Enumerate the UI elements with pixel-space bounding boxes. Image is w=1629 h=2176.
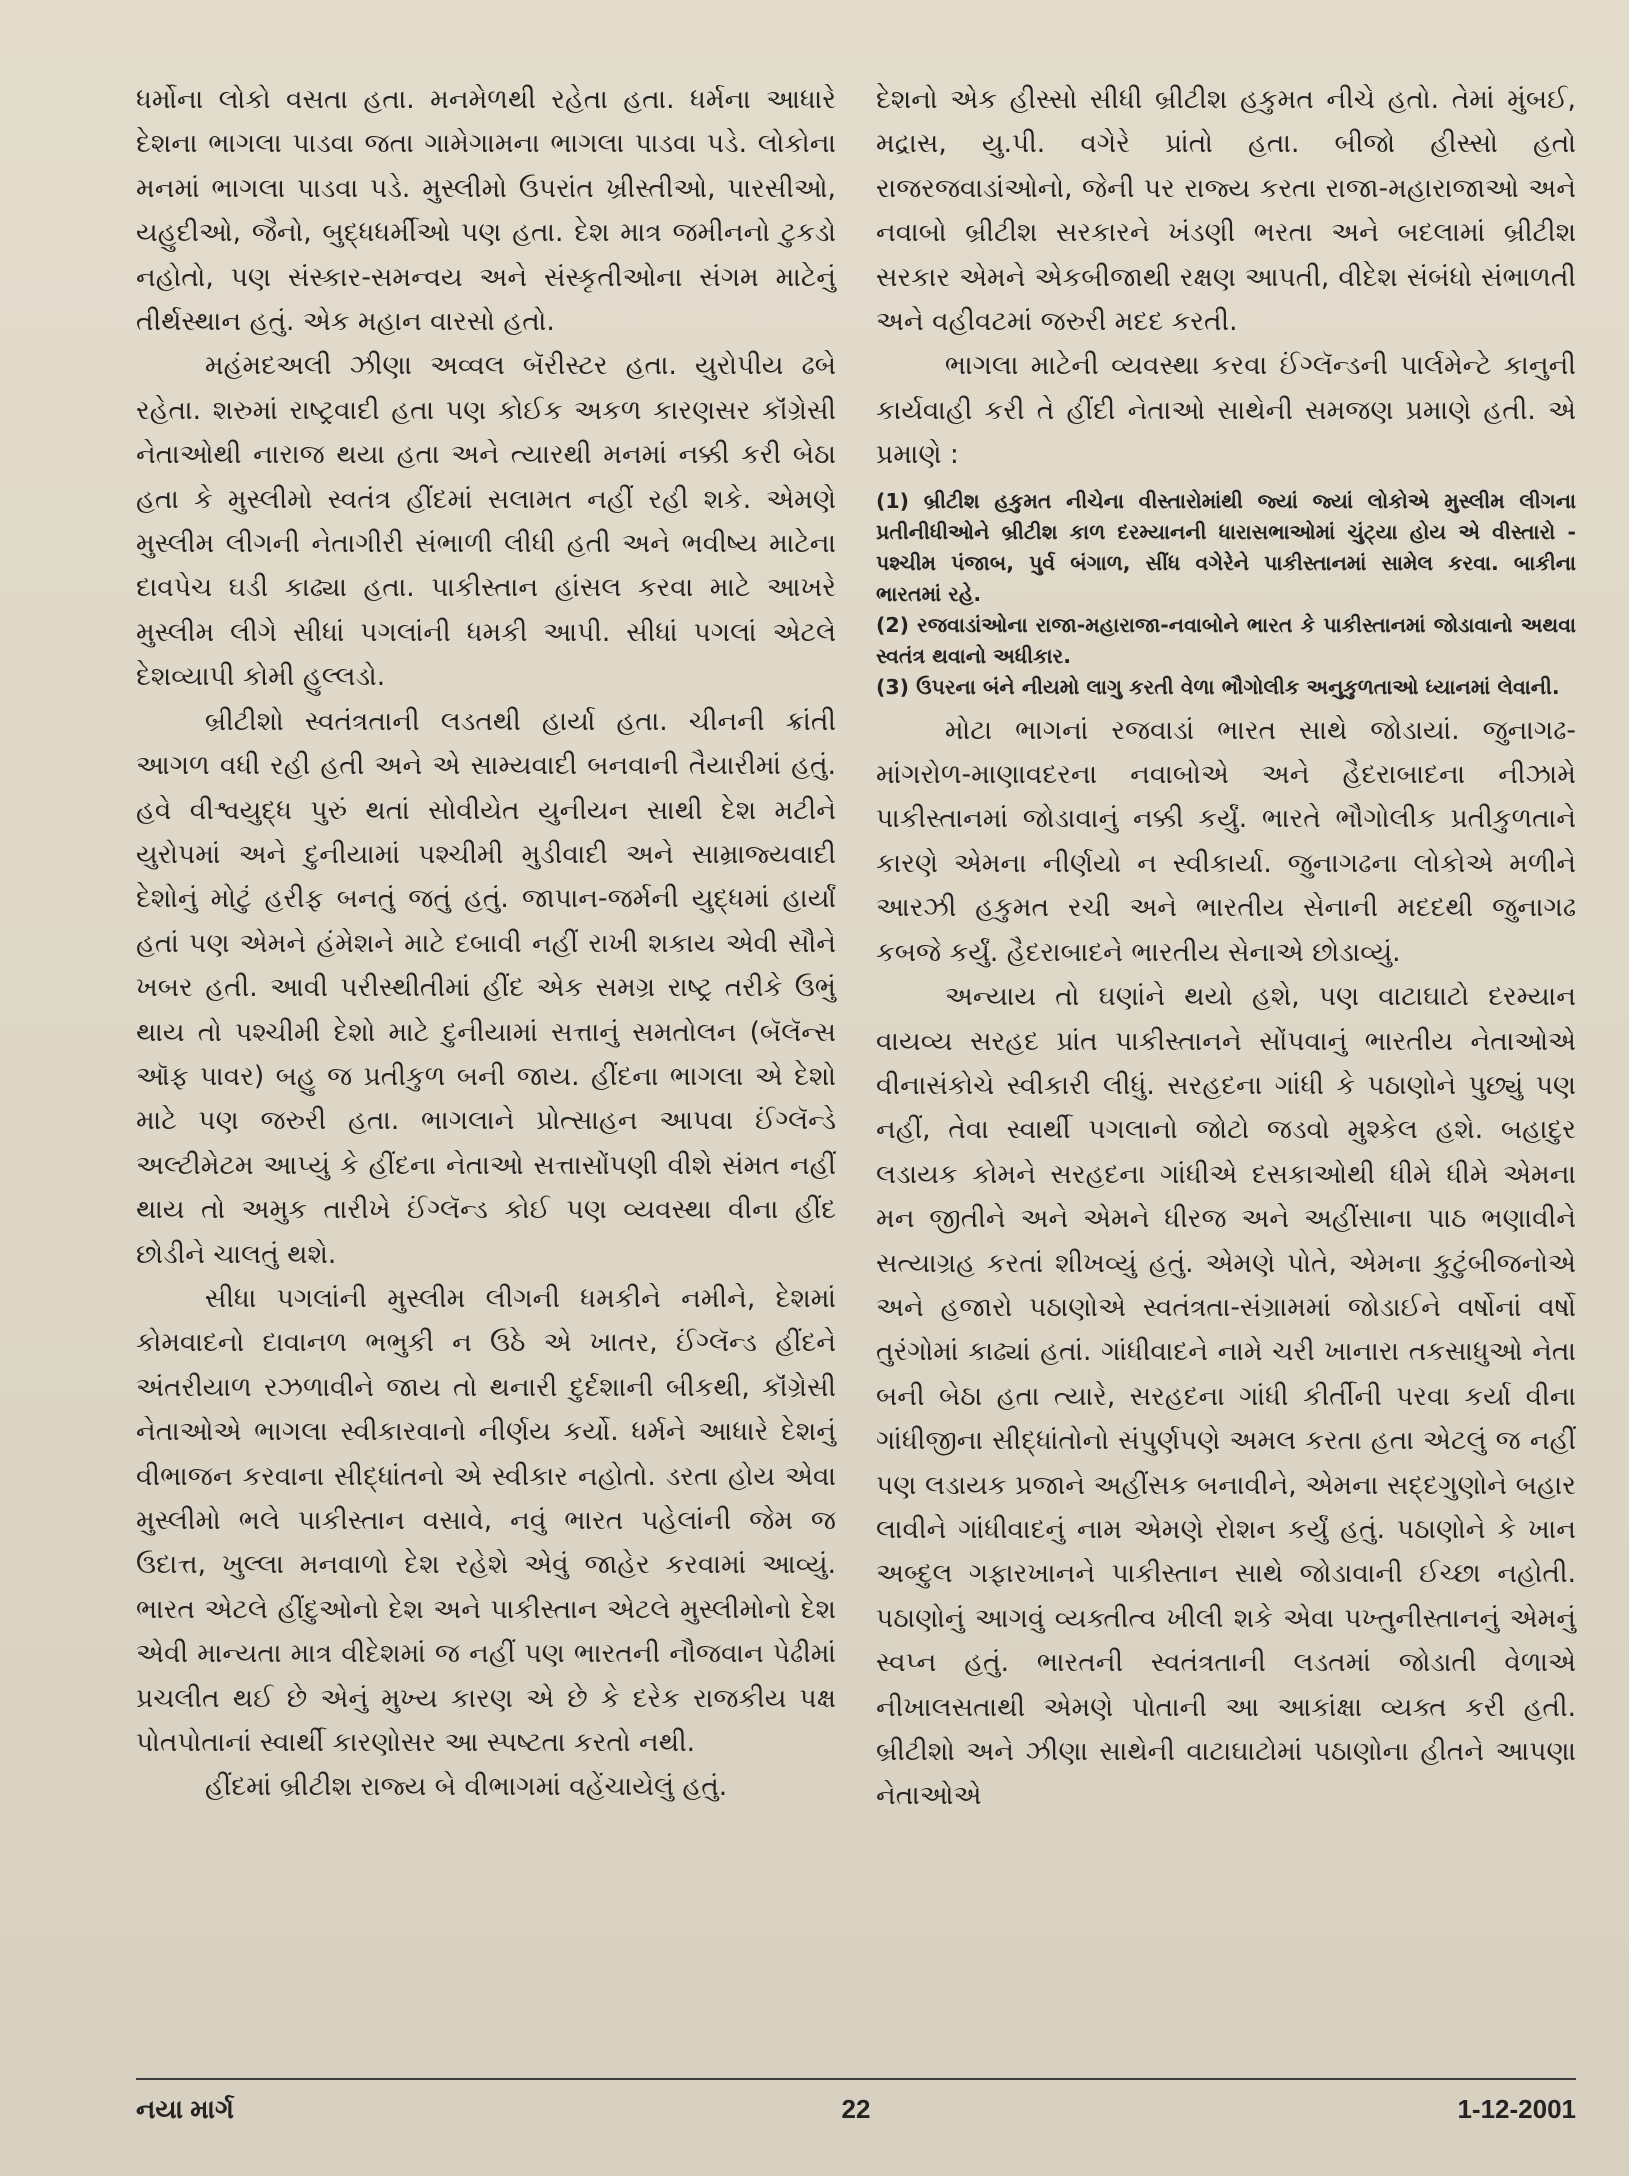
right-paragraph-2: ભાગલા માટેની વ્યવસ્થા કરવા ઈંગ્લૅન્ડની પાર્લમેન્ટે કાનુની કાર્યવાહી કરી તે હીંદી નેતાઓ સાથેની સમજણ પ્રમાણે હતી. એ પ્રમાણે : [876, 350, 1576, 471]
plan-item-3: (3) ઉપરના બંને નીયમો લાગુ કરતી વેળા ભૌગોલીક અનુકુળતાઓ ધ્યાનમાં લેવાની. [876, 674, 1560, 699]
plan-item-1: (1) બ્રીટીશ હકુમત નીચેના વીસ્તારોમાંથી જ્યાં જ્યાં લોકોએ મુસ્લીમ લીગના પ્રતીનીધીઓને બ્રીટીશ કાળ દરમ્યાનની ધારાસભાઓમાં ચુંટ્યા હોય એ વીસ્તારો - પશ્ચીમ પંજાબ, પુર્વ બંગાળ, સીંધ વગેરેને પાકીસ્તાનમાં સામેલ કરવા. બાકીના ભારતમાં રહે. [876, 488, 1576, 606]
right-column [876, 78, 1576, 1819]
issue-date: 1-12-2001 [1457, 2094, 1576, 2124]
left-paragraph-3: બ્રીટીશો સ્વતંત્રતાની લડતથી હાર્યા હતા. ચીનની ક્રાંતી આગળ વધી રહી હતી અને એ સામ્યવાદી બનવાની તૈયારીમાં હતું. હવે વીશ્વયુદ્ધ પુરું થતાં સોવીયેત યુનીયન સાથી દેશ મટીને યુરોપમાં અને દુનીયામાં પશ્ચીમી મુડીવાદી અને સામ્રાજ્યવાદી દેશોનું મોટું હરીફ બનતું જતું હતું. જાપાન-જર્મની યુદ્ધમાં હાર્યાં હતાં પણ એમને હંમેશને માટે દબાવી નહીં રાખી શકાય એવી સૌને ખબર હતી. આવી પરીસ્થીતીમાં હીંદ એક સમગ્ર રાષ્ટ્ર તરીકે ઉભું થાય તો પશ્ચીમી દેશો માટે દુનીયામાં સત્તાનું સમતોલન (બૅલૅન્સ ઑફ પાવર) બહુ જ પ્રતીકુળ બની જાય. હીંદના ભાગલા એ દેશો માટે પણ જરુરી હતા. ભાગલાને પ્રોત્સાહન આપવા ઈંગ્લૅન્ડે અલ્ટીમેટમ આપ્યું કે હીંદના નેતાઓ સત્તાસોંપણી વીશે સંમત નહીં થાય તો અમુક તારીખે ઈંગ્લૅન્ડ કોઈ પણ વ્યવસ્થા વીના હીંદ છોડીને ચાલતું થશે. [136, 705, 836, 1270]
footer-divider [136, 2078, 1576, 2080]
right-paragraph-1: દેશનો એક હીસ્સો સીધી બ્રીટીશ હકુમત નીચે હતો. તેમાં મુંબઈ, મદ્રાસ, યુ.પી. વગેરે પ્રાંતો હતા. બીજો હીસ્સો હતો રાજરજવાડાંઓનો, જેની પર રાજ્ય કરતા રાજા-મહારાજાઓ અને નવાબો બ્રીટીશ સરકારને ખંડણી ભરતા અને બદલામાં બ્રીટીશ સરકાર એમને એકબીજાથી રક્ષણ આપતી, વીદેશ સંબંધો સંભાળતી અને વહીવટમાં જરુરી મદદ કરતી. [876, 84, 1576, 338]
left-paragraph-4: સીધા પગલાંની મુસ્લીમ લીગની ધમકીને નમીને, દેશમાં કોમવાદનો દાવાનળ ભભુકી ન ઉઠે એ ખાતર, ઈંગ્લૅન્ડ હીંદને અંતરીયાળ રઝળાવીને જાય તો થનારી દુર્દશાની બીકથી, કૉંગ્રેસી નેતાઓએ ભાગલા સ્વીકારવાનો નીર્ણય કર્યો. ધર્મને આધારે દેશનું વીભાજન કરવાના સીદ્ધાંતનો એ સ્વીકાર નહોતો. ડરતા હોય એવા મુસ્લીમો ભલે પાકીસ્તાન વસાવે, નવું ભારત પહેલાંની જેમ જ ઉદાત્ત, ખુલ્લા મનવાળો દેશ રહેશે એવું જાહેર કરવામાં આવ્યું. ભારત એટલે હીંદુઓનો દેશ અને પાકીસ્તાન એટલે મુસ્લીમોનો દેશ એવી માન્યતા માત્ર વીદેશમાં જ નહીં પણ ભારતની નૌજવાન પેઢીમાં પ્રચલીત થઈ છે એનું મુખ્ય કારણ એ છે કે દરેક રાજકીય પક્ષ પોતપોતાનાં સ્વાર્થી કારણોસર આ સ્પષ્ટતા કરતો નથી. [136, 1282, 836, 1759]
plan-item-2: (2) રજવાડાંઓના રાજા-મહારાજા-નવાબોને ભારત કે પાકીસ્તાનમાં જોડાવાનો અથવા સ્વતંત્ર થવાનો અધીકાર. [876, 612, 1576, 668]
partition-plan-list [876, 486, 1576, 703]
right-paragraph-4: અન્યાય તો ઘણાંને થયો હશે, પણ વાટાઘાટો દરમ્યાન વાયવ્ય સરહદ પ્રાંત પાકીસ્તાનને સોંપવાનું ભારતીય નેતાઓએ વીનાસંકોચે સ્વીકારી લીધું. સરહદના ગાંધી કે પઠાણોને પુછ્યું પણ નહીં, તેવા સ્વાર્થી પગલાનો જોટો જડવો મુશ્કેલ હશે. બહાદુર લડાયક કોમને સરહદના ગાંધીએ દસકાઓથી ધીમે ધીમે એમના મન જીતીને અને એમને ધીરજ અને અહીંસાના પાઠ ભણાવીને સત્યાગ્રહ કરતાં શીખવ્યું હતું. એમણે પોતે, એમના કુટુંબીજનોએ અને હજારો પઠાણોએ સ્વતંત્રતા-સંગ્રામમાં જોડાઈને વર્ષોનાં વર્ષો તુરંગોમાં કાઢ્યાં હતાં. ગાંધીવાદને નામે ચરી ખાનારા તકસાધુઓ નેતા બની બેઠા હતા ત્યારે, સરહદના ગાંધી કીર્તીની પરવા કર્યા વીના ગાંધીજીના સીદ્ધાંતોનો સંપુર્ણપણે અમલ કરતા હતા એટલું જ નહીં પણ લડાયક પ્રજાને અહીંસક બનાવીને, એમના સદ્દગુણોને બહાર લાવીને ગાંધીવાદનું નામ એમણે રોશન કર્યું હતું. પઠાણોને કે ખાન અબ્દુલ ગફારખાનને પાકીસ્તાન સાથે જોડાવાની ઈચ્છા નહોતી. પઠાણોનું આગવું વ્યક્તીત્વ ખીલી શકે એવા પખ્તુનીસ્તાનનું એમનું સ્વપ્ન હતું. ભારતની સ્વતંત્રતાની લડતમાં જોડાતી વેળાએ નીખાલસતાથી એમણે પોતાની આ આકાંક્ષા વ્યક્ત કરી હતી. બ્રીટીશો અને ઝીણા સાથેની વાટાઘાટોમાં પઠાણોના હીતને આપણા નેતાઓએ [876, 981, 1576, 1812]
magazine-name: નયા માર્ગ [136, 2094, 234, 2124]
left-paragraph-1: ધર્મોના લોકો વસતા હતા. મનમેળથી રહેતા હતા. ધર્મના આધારે દેશના ભાગલા પાડવા જતા ગામેગામના ભાગલા પાડવા પડે. લોકોના મનમાં ભાગલા પાડવા પડે. મુસ્લીમો ઉપરાંત ખ્રીસ્તીઓ, પારસીઓ, યહુદીઓ, જૈનો, બુદ્ધધર્મીઓ પણ હતા. દેશ માત્ર જમીનનો ટુકડો નહોતો, પણ સંસ્કાર-સમન્વય અને સંસ્કૃતીઓના સંગમ માટેનું તીર્થસ્થાન હતું. એક મહાન વારસો હતો. [136, 84, 836, 338]
left-paragraph-2: મહંમદઅલી ઝીણા અવ્વલ બૅરીસ્ટર હતા. યુરોપીય ઢબે રહેતા. શરુમાં રાષ્ટ્રવાદી હતા પણ કોઈક અકળ કારણસર કૉંગ્રેસી નેતાઓથી નારાજ થયા હતા અને ત્યારથી મનમાં નક્કી કરી બેઠા હતા કે મુસ્લીમો સ્વતંત્ર હીંદમાં સલામત નહીં રહી શકે. એમણે મુસ્લીમ લીગની નેતાગીરી સંભાળી લીધી હતી અને ભવીષ્ય માટેના દાવપેચ ઘડી કાઢ્યા હતા. પાકીસ્તાન હાંસલ કરવા માટે આખરે મુસ્લીમ લીગે સીધાં પગલાંની ધમકી આપી. સીધાં પગલાં એટલે દેશવ્યાપી કોમી હુલ્લડો. [136, 350, 836, 693]
left-paragraph-5: હીંદમાં બ્રીટીશ રાજ્ય બે વીભાગમાં વહેંચાયેલું હતું. [204, 1771, 728, 1803]
right-paragraph-3: મોટા ભાગનાં રજવાડાં ભારત સાથે જોડાયાં. જુનાગઢ-માંગરોળ-માણાવદરના નવાબોએ અને હૈદરાબાદના નીઝામે પાકીસ્તાનમાં જોડાવાનું નક્કી કર્યું. ભારતે ભૌગોલીક પ્રતીકુળતાને કારણે એમના નીર્ણયો ન સ્વીકાર્યા. જુનાગઢના લોકોએ મળીને આરઝી હકુમત રચી અને ભારતીય સેનાની મદદથી જુનાગઢ કબજે કર્યું. હૈદરાબાદને ભારતીય સેનાએ છોડાવ્યું. [876, 714, 1576, 968]
left-column [136, 78, 836, 1810]
page-number: 22 [841, 2094, 871, 2124]
